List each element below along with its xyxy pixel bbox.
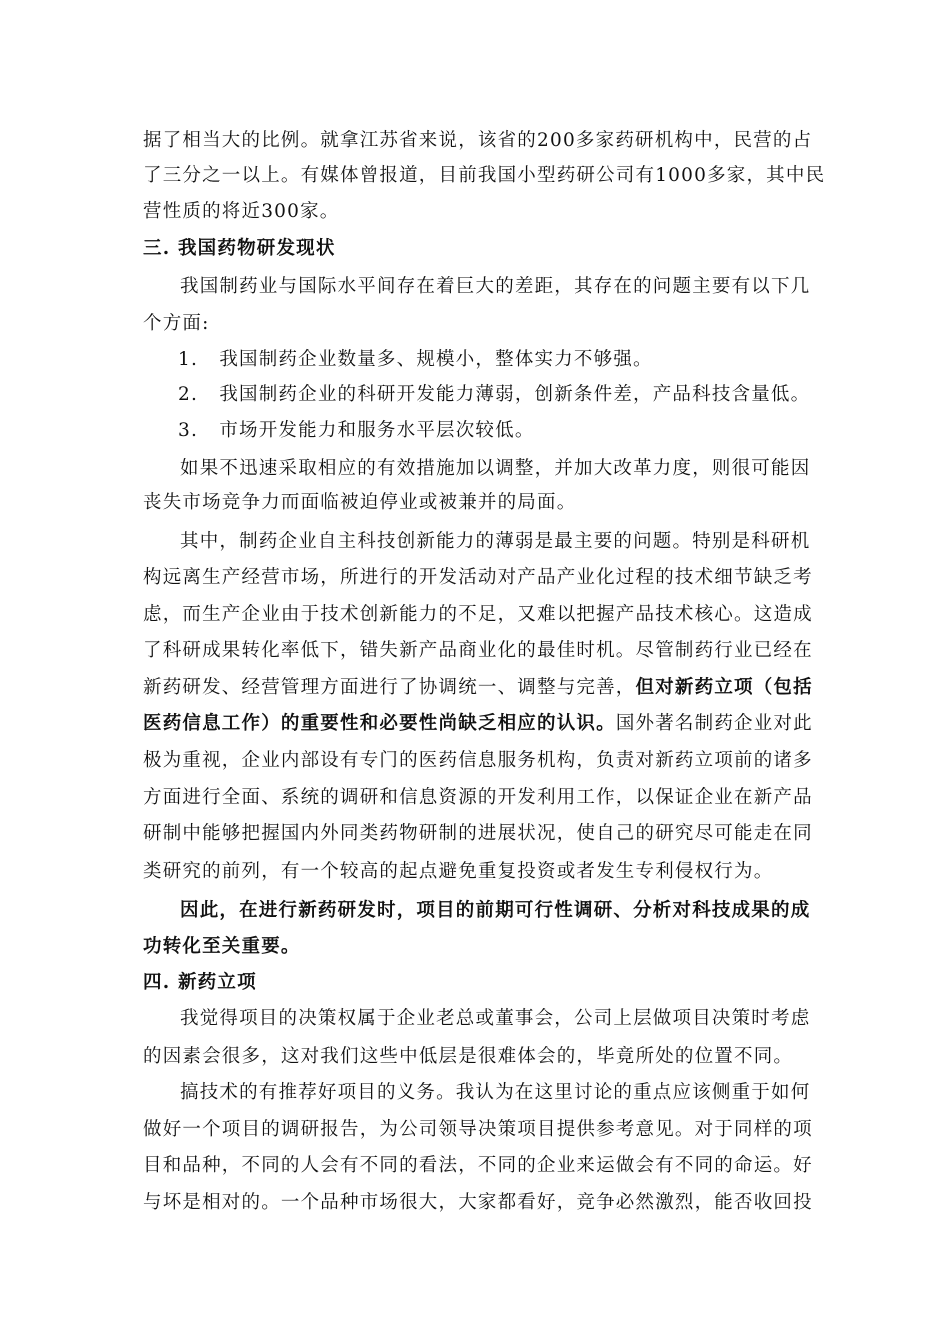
paragraph-line: 构远离生产经营市场，所进行的开发活动对产品产业化过程的技术细节缺乏考 bbox=[143, 567, 813, 588]
paragraph-line: 了三分之一以上。有媒体曾报道，目前我国小型药研公司有1000多家，其中民 bbox=[143, 165, 826, 186]
list-number: 2. bbox=[178, 384, 199, 405]
section-heading: 三. 我国药物研发现状 bbox=[143, 238, 336, 259]
paragraph-line: 研制中能够把握国内外同类药物研制的进展状况，使自己的研究尽可能走在同 bbox=[143, 823, 813, 844]
paragraph-line: 类研究的前列，有一个较高的起点避免重复投资或者发生专利侵权行为。 bbox=[143, 861, 774, 882]
bold-text: 但对新药立项（包括 bbox=[635, 677, 813, 698]
list-text: 我国制药企业的科研开发能力薄弱，创新条件差，产品科技含量低。 bbox=[219, 384, 811, 405]
paragraph-line: 虑，而生产企业由于技术创新能力的不足，又难以把握产品技术核心。这造成 bbox=[143, 604, 813, 625]
paragraph-line: 方面进行全面、系统的调研和信息资源的开发利用工作，以保证企业在新产品 bbox=[143, 787, 813, 808]
paragraph-line: 丧失市场竞争力而面临被迫停业或被兼并的局面。 bbox=[143, 492, 577, 513]
paragraph-line: 据了相当大的比例。就拿江苏省来说，该省的200多家药研机构中，民营的占 bbox=[143, 130, 813, 151]
list-number: 1. bbox=[178, 349, 199, 370]
paragraph-line: 因此，在进行新药研发时，项目的前期可行性调研、分析对科技成果的成 bbox=[180, 900, 811, 921]
paragraph-line: 搞技术的有推荐好项目的义务。我认为在这里讨论的重点应该侧重于如何 bbox=[180, 1082, 811, 1103]
paragraph-line: 了科研成果转化率低下，错失新产品商业化的最佳时机。尽管制药行业已经在 bbox=[143, 640, 813, 661]
paragraph-line: 的因素会很多，这对我们这些中低层是很难体会的，毕竟所处的位置不同。 bbox=[143, 1046, 794, 1067]
paragraph-line: 营性质的将近300家。 bbox=[143, 201, 340, 222]
paragraph-line: 其中，制药企业自主科技创新能力的薄弱是最主要的问题。特别是科研机 bbox=[180, 531, 811, 552]
list-item bbox=[178, 347, 653, 373]
list-item bbox=[178, 382, 810, 408]
paragraph-line: 我国制药业与国际水平间存在着巨大的差距，其存在的问题主要有以下几 bbox=[180, 276, 811, 297]
plain-text: 新药研发、经营管理方面进行了协调统一、调整与完善， bbox=[143, 677, 636, 698]
paragraph-line: 做好一个项目的调研报告，为公司领导决策项目提供参考意见。对于同样的项 bbox=[143, 1119, 813, 1140]
paragraph-line bbox=[143, 675, 813, 701]
paragraph-line: 极为重视，企业内部设有专门的医药信息服务机构，负责对新药立项前的诸多 bbox=[143, 750, 813, 771]
section-heading: 四. 新药立项 bbox=[143, 972, 257, 993]
list-text: 市场开发能力和服务水平层次较低。 bbox=[219, 420, 535, 441]
list-number: 3. bbox=[178, 420, 199, 441]
paragraph-line: 个方面: bbox=[143, 313, 210, 334]
plain-text: 国外著名制药企业对此 bbox=[615, 713, 813, 734]
bold-text: 医药信息工作）的重要性和必要性尚缺乏相应的认识。 bbox=[143, 713, 616, 734]
paragraph-line: 目和品种，不同的人会有不同的看法，不同的企业来运做会有不同的命运。好 bbox=[143, 1155, 813, 1176]
paragraph-line bbox=[143, 711, 813, 737]
paragraph-line: 功转化至关重要。 bbox=[143, 936, 301, 957]
paragraph-line: 如果不迅速采取相应的有效措施加以调整，并加大改革力度，则很可能因 bbox=[180, 458, 811, 479]
paragraph-line: 我觉得项目的决策权属于企业老总或董事会，公司上层做项目决策时考虑 bbox=[180, 1008, 811, 1029]
list-text: 我国制药企业数量多、规模小，整体实力不够强。 bbox=[219, 349, 653, 370]
list-item bbox=[178, 418, 535, 444]
paragraph-line: 与坏是相对的。一个品种市场很大，大家都看好，竞争必然激烈，能否收回投 bbox=[143, 1192, 813, 1213]
